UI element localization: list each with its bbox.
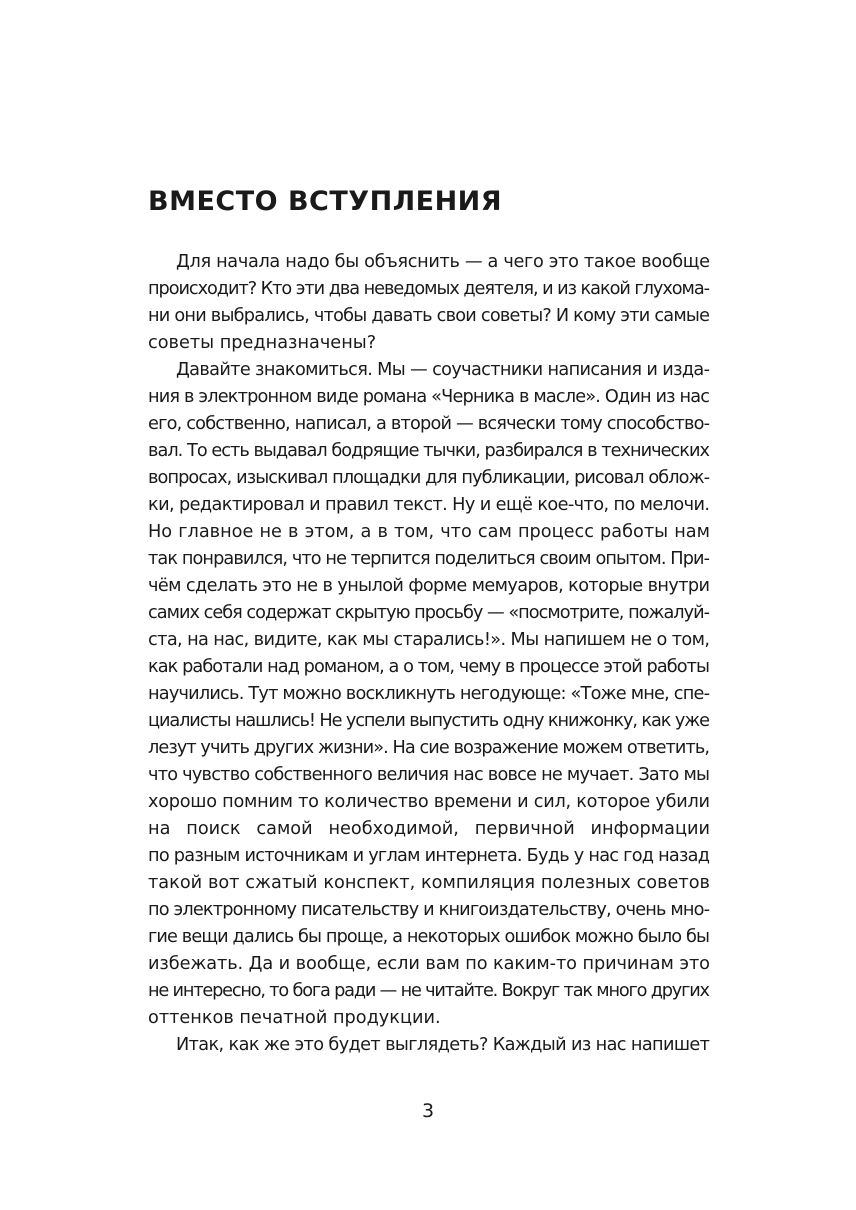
text-line: самих себя содержат скрытую просьбу — «посмотрите, пожалуй-: [148, 603, 710, 623]
text-line: Давайте знакомиться. Мы — соучастники написания и изда-: [176, 360, 710, 380]
text-line: циалисты нашлись! Не успели выпустить одну книжонку, как уже: [148, 711, 709, 731]
page-number: 3: [421, 1100, 435, 1122]
text-line: не интересно, то бога ради — не читайте. Вокруг так много других: [148, 981, 709, 1001]
text-line: так понравился, что не терпится поделиться своим опытом. При-: [148, 549, 710, 569]
body-text: [148, 249, 710, 1059]
text-line: вал. То есть выдавал бодрящие тычки, разбирался в технических: [148, 441, 710, 461]
text-line: как работали над романом, а о том, чему в процессе этой работы: [148, 657, 710, 677]
text-line: происходит? Кто эти два неведомых деятеля, и из какой глухома-: [148, 279, 709, 299]
text-line: хорошо помним то количество времени и сил, которое убили: [148, 792, 710, 812]
text-line: Итак, как же это будет выглядеть? Каждый из нас напишет: [176, 1035, 710, 1055]
text-line: вопросах, изыскивал площадки для публикации, рисовал облож-: [148, 468, 710, 488]
text-line: советы предназначены?: [148, 333, 377, 353]
text-line: избежать. Да и вообще, если вам по каким-то причинам это: [148, 954, 710, 974]
text-line: на поиск самой необходимой, первичной информации: [148, 819, 710, 839]
text-line: по электронному писательству и книгоиздательству, очень мно-: [148, 900, 710, 920]
text-line: ни они выбрались, чтобы давать свои советы? И кому эти самые: [148, 306, 710, 326]
text-line: гие вещи дались бы проще, а некоторых ошибок можно было бы: [148, 927, 710, 947]
chapter-heading: ВМЕСТО ВСТУПЛЕНИЯ: [148, 186, 503, 217]
text-line: научились. Тут можно воскликнуть негодующе: «Тоже мне, спе-: [148, 684, 710, 704]
text-line: такой вот сжатый конспект, компиляция полезных советов: [148, 873, 710, 893]
text-line: ки, редактировал и правил текст. Ну и ещё кое-что, по мелочи.: [148, 495, 710, 515]
text-line: лезут учить других жизни». На сие возражение можем ответить,: [148, 738, 710, 758]
text-line: Но главное не в этом, а в том, что сам процесс работы нам: [148, 522, 710, 542]
text-line: что чувство собственного величия нас вовсе не мучает. Зато мы: [148, 765, 710, 785]
text-line: ния в электронном виде романа «Черника в масле». Один из нас: [148, 387, 710, 407]
text-line: Для начала надо бы объяснить — а чего это такое вообще: [176, 252, 710, 272]
text-line: ста, на нас, видите, как мы старались!». Мы напишем не о том,: [148, 630, 710, 650]
text-line: его, собственно, написал, а второй — всячески тому способство-: [148, 414, 710, 434]
text-line: по разным источникам и углам интернета. Будь у нас год назад: [148, 846, 710, 866]
text-line: чём сделать это не в унылой форме мемуаров, которые внутри: [148, 576, 710, 596]
text-line: оттенков печатной продукции.: [148, 1008, 441, 1028]
